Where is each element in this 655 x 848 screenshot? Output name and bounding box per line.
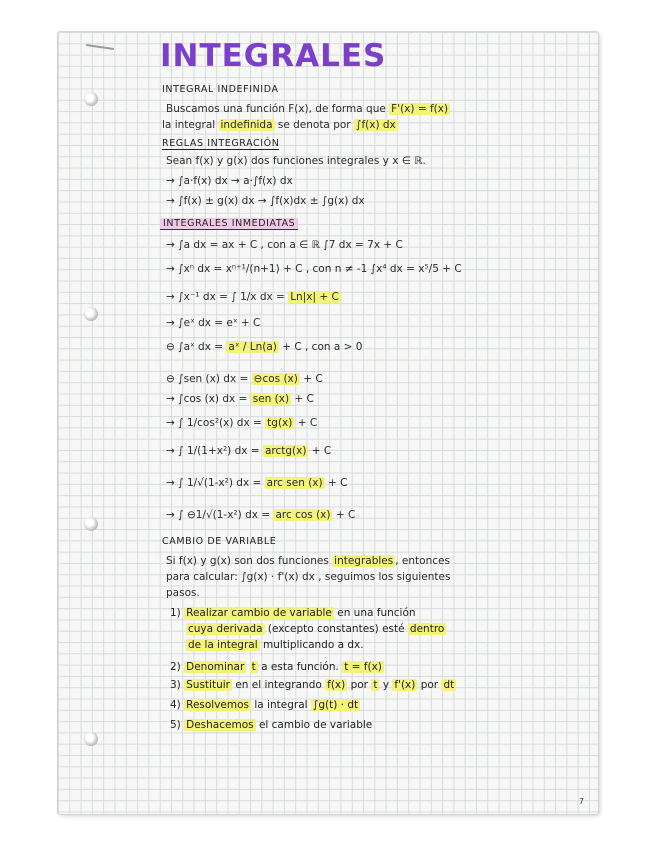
highlight: Deshacemos	[186, 719, 254, 731]
definition-line-2: la integral indefinida se denota por ∫f(x) dx	[162, 119, 396, 131]
formula-exponential-base-a: ⊖ ∫aˣ dx = aˣ / Ln(a) + C , con a > 0	[166, 341, 363, 353]
highlight: arctg(x)	[264, 445, 307, 457]
highlight: f'(x)	[394, 679, 416, 691]
section-cambio-variable: CAMBIO DE VARIABLE	[162, 536, 277, 547]
highlight: Ln|x| + C	[290, 291, 339, 303]
reglas-line-2: → ∫a·f(x) dx → a·∫f(x) dx	[166, 175, 293, 187]
tear-mark	[86, 44, 114, 50]
highlight: t	[251, 661, 256, 673]
cambio-line-1: Si f(x) y g(x) son dos funciones integrables , entonces	[166, 555, 450, 567]
formula-sine: ⊖ ∫sen (x) dx = ⊖cos (x) + C	[166, 373, 323, 385]
highlight: Resolvemos	[186, 699, 250, 711]
highlight: arc sen (x)	[266, 477, 323, 489]
reglas-line-1: Sean f(x) y g(x) dos funciones integrales y x ∈ ℝ.	[166, 155, 426, 167]
page-title: INTEGRALES	[160, 38, 387, 74]
ring-hole	[84, 517, 98, 531]
formula-constant: → ∫a dx = ax + C , con a ∈ ℝ ∫7 dx = 7x + C	[166, 239, 403, 251]
formula-cosine: → ∫cos (x) dx = sen (x) + C	[166, 393, 314, 405]
highlight: t = f(x)	[344, 661, 382, 673]
step-1: 1) Realizar cambio de variable en una función	[170, 607, 416, 619]
highlight: de la integral	[188, 639, 258, 651]
highlight: dt	[443, 679, 455, 691]
ring-hole	[84, 307, 98, 321]
page-number: 7	[578, 797, 584, 806]
formula-reciprocal: → ∫x⁻¹ dx = ∫ 1/x dx = Ln|x| + C	[166, 291, 339, 303]
section-integral-indefinida: INTEGRAL INDEFINIDA	[162, 84, 279, 95]
formula-arcsine: → ∫ 1/√(1-x²) dx = arc sen (x) + C	[166, 477, 348, 489]
highlight: F'(x) = f(x)	[391, 103, 449, 115]
ring-hole	[84, 732, 98, 746]
highlight: f(x)	[327, 679, 346, 691]
step-3: 3) Sustituir en el integrando f(x) por t y f'(x) por dt	[170, 679, 455, 691]
step-2: 2) Denominar t a esta función. t = f(x)	[170, 661, 382, 673]
highlight: Realizar cambio de variable	[186, 607, 332, 619]
cambio-line-3: pasos.	[166, 587, 200, 599]
highlight: t	[373, 679, 378, 691]
highlight: dentro	[409, 623, 445, 635]
formula-tangent: → ∫ 1/cos²(x) dx = tg(x) + C	[166, 417, 318, 429]
ring-hole	[84, 92, 98, 106]
reglas-line-3: → ∫f(x) ± g(x) dx → ∫f(x)dx ± ∫g(x) dx	[166, 195, 365, 207]
step-5: 5) Deshacemos el cambio de variable	[170, 719, 373, 731]
highlight: tg(x)	[267, 417, 293, 429]
step-1-line-3: de la integral multiplicando a dx.	[188, 639, 364, 651]
highlight: indefinida	[220, 119, 273, 131]
formula-power: → ∫xⁿ dx = xⁿ⁺¹/(n+1) + C , con n ≠ -1 ∫x⁴ dx = x⁵/5 + C	[166, 263, 462, 275]
highlight: ⊖cos (x)	[253, 373, 298, 385]
formula-arccosine: → ∫ ⊖1/√(1-x²) dx = arc cos (x) + C	[166, 509, 356, 521]
highlight: integrables	[334, 555, 394, 567]
cambio-line-2: para calcular: ∫g(x) · f'(x) dx , seguimos los siguientes	[166, 571, 451, 583]
highlight: cuya derivada	[188, 623, 263, 635]
highlight: Denominar	[186, 661, 245, 673]
formula-exponential: → ∫eˣ dx = eˣ + C	[166, 317, 261, 329]
formula-arctangent: → ∫ 1/(1+x²) dx = arctg(x) + C	[166, 445, 332, 457]
highlight: sen (x)	[252, 393, 290, 405]
highlight: ∫f(x) dx	[355, 119, 396, 131]
highlight: ∫g(t) · dt	[312, 699, 359, 711]
section-reglas: REGLAS INTEGRACIÓN	[162, 138, 280, 149]
definition-line-1: Buscamos una función F(x), de forma que F'(x) = f(x)	[166, 103, 449, 115]
highlight: Sustituir	[186, 679, 230, 691]
step-1-line-2: cuya derivada (excepto constantes) esté dentro	[188, 623, 445, 635]
highlight: aˣ / Ln(a)	[228, 341, 277, 353]
notebook-page	[58, 32, 598, 814]
highlight: arc cos (x)	[275, 509, 331, 521]
step-4: 4) Resolvemos la integral ∫g(t) · dt	[170, 699, 359, 711]
section-inmediatas: INTEGRALES INMEDIATAS	[160, 218, 298, 229]
